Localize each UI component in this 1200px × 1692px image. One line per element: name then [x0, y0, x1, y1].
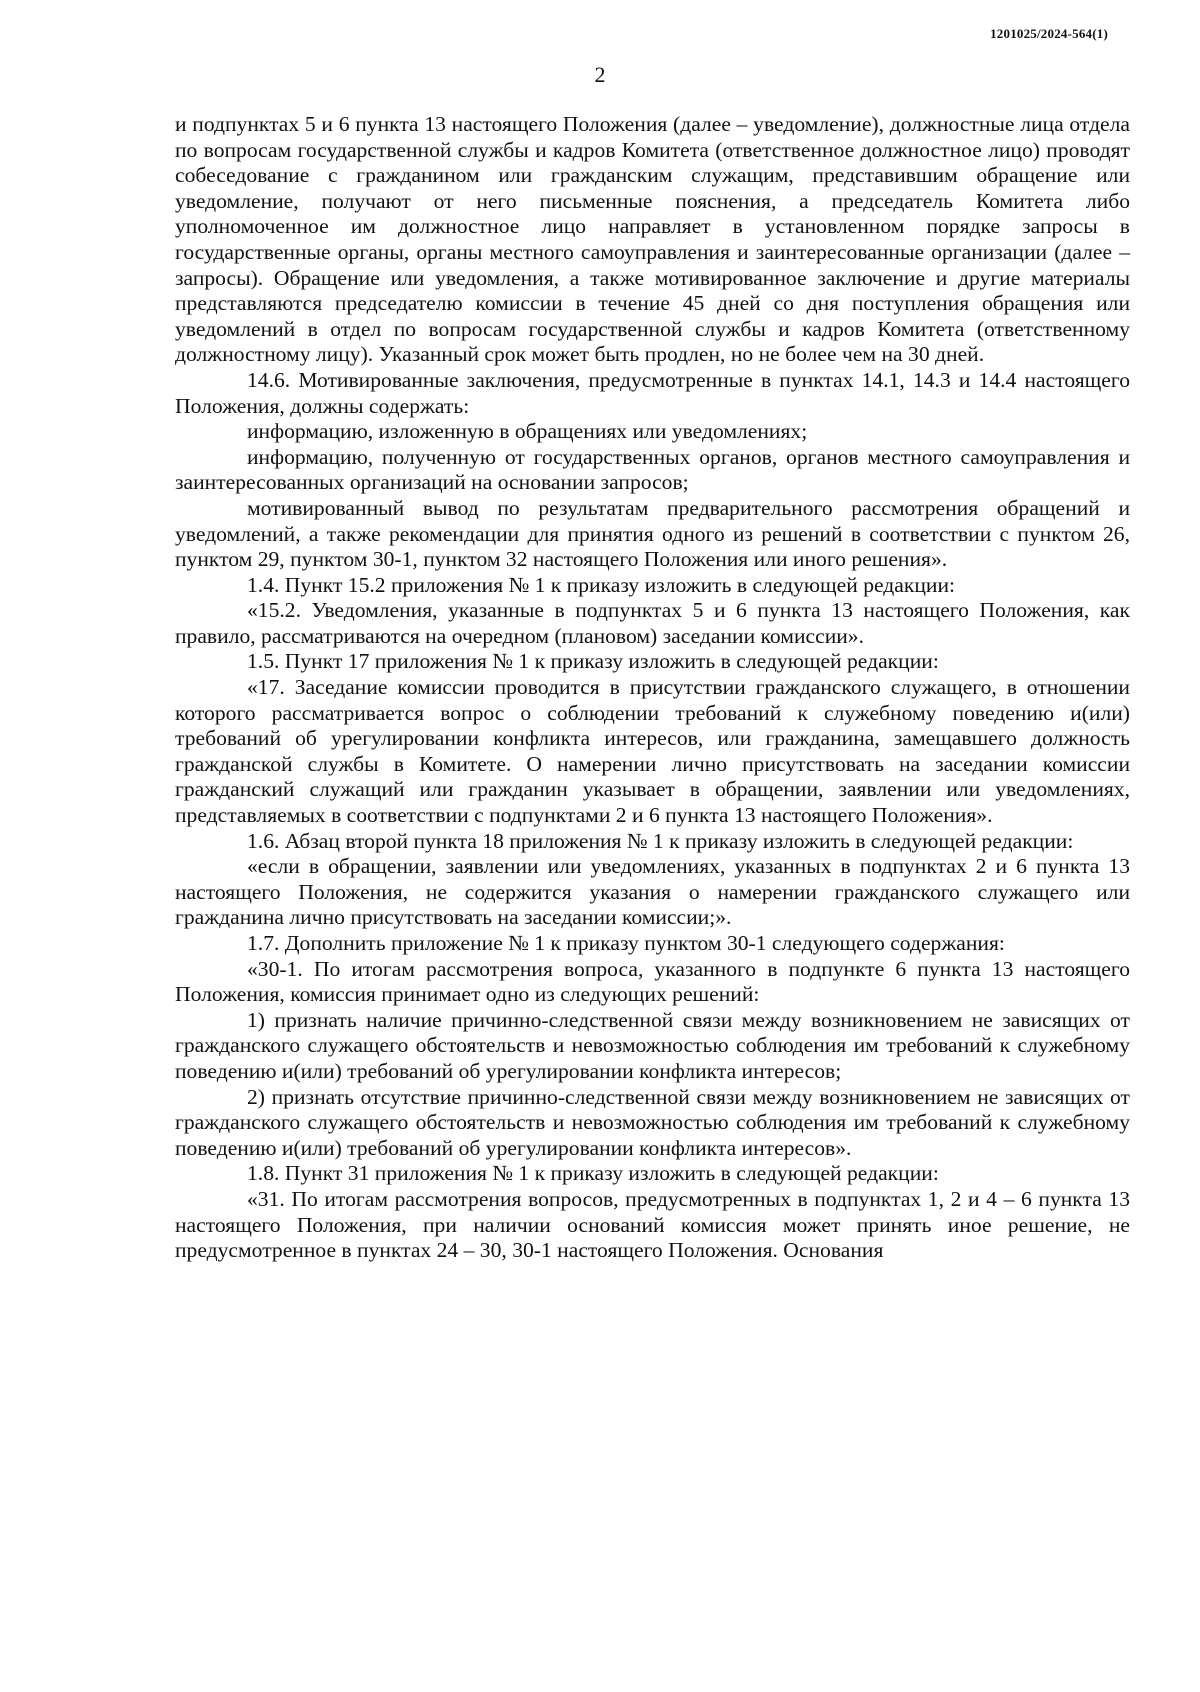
document-body — [175, 112, 1130, 1264]
paragraph: и подпунктах 5 и 6 пункта 13 настоящего Положения (далее – уведомление), должностные лица отдела по вопросам государственной службы и кадров Комитета (ответственное должностное лицо) проводят собеседование с гражданином или гражданским служащим, представившим обращение или уведомление, получают от него письменные пояснения, а председатель Комитета либо уполномоченное им должностное лицо направляет в установленном порядке запросы в государственные органы, органы местного самоуправления и заинтересованные организации (далее – запросы). Обращение или уведомления, а также мотивированное заключение и другие материалы представляются председателю комиссии в течение 45 дней со дня поступления обращения или уведомлений в отдел по вопросам государственной службы и кадров Комитета (ответственному должностному лицу). Указанный срок может быть продлен, но не более чем на 30 дней. — [175, 112, 1130, 367]
paragraph: «17. Заседание комиссии проводится в присутствии гражданского служащего, в отношении которого рассматривается вопрос о соблюдении требований к служебному поведению и(или) требований об урегулировании конфликта интересов, или гражданина, замещавшего должность гражданской службы в Комитете. О намерении лично присутствовать на заседании комиссии гражданский служащий или гражданин указывает в обращении, заявлении или уведомлениях, представляемых в соответствии с подпунктами 2 и 6 пункта 13 настоящего Положения». — [175, 675, 1130, 828]
paragraph: «15.2. Уведомления, указанные в подпунктах 5 и 6 пункта 13 настоящего Положения, как правило, рассматриваются на очередном (плановом) заседании комиссии». — [175, 598, 1130, 648]
paragraph: 14.6. Мотивированные заключения, предусмотренные в пунктах 14.1, 14.3 и 14.4 настоящего Положения, должны содержать: — [175, 367, 1130, 418]
paragraph: мотивированный вывод по результатам предварительного рассмотрения обращений и уведомлений, а также рекомендации для принятия одного из решений в соответствии с пунктом 26, пунктом 29, пунктом 30-1, пунктом 32 настоящего Положения или иного решения». — [175, 495, 1130, 572]
paragraph: информацию, полученную от государственных органов, органов местного самоуправления и заинтересованных организаций на основании запросов; — [175, 444, 1130, 495]
paragraph: «30-1. По итогам рассмотрения вопроса, указанного в подпункте 6 пункта 13 настоящего Положения, комиссия принимает одно из следующих решений: — [175, 956, 1130, 1007]
page-number: 2 — [594, 62, 606, 87]
paragraph: 1.4. Пункт 15.2 приложения № 1 к приказу изложить в следующей редакции: — [247, 572, 956, 597]
paragraph: «31. По итогам рассмотрения вопросов, предусмотренных в подпунктах 1, 2 и 4 – 6 пункта 13 настоящего Положения, при наличии оснований комиссия может принять иное решение, не предусмотренное в пунктах 24 – 30, 30-1 настоящего Положения. Основания — [175, 1186, 1130, 1263]
paragraph: «если в обращении, заявлении или уведомлениях, указанных в подпунктах 2 и 6 пункта 13 настоящего Положения, не содержится указания о намерении гражданского служащего или гражданина лично присутствовать на заседании комиссии;». — [175, 854, 1130, 930]
paragraph: 1.5. Пункт 17 приложения № 1 к приказу изложить в следующей редакции: — [247, 649, 939, 674]
paragraph: 2) признать отсутствие причинно-следственной связи между возникновением не зависящих от гражданского служащего обстоятельств и невозможностью соблюдения им требований к служебному поведению и(или) требований об урегулировании конфликта интересов». — [175, 1084, 1130, 1160]
paragraph: 1) признать наличие причинно-следственной связи между возникновением не зависящих от гражданского служащего обстоятельств и невозможностью соблюдения им требований к служебному поведению и(или) требований об урегулировании конфликта интересов; — [175, 1007, 1130, 1083]
paragraph: 1.8. Пункт 31 приложения № 1 к приказу изложить в следующей редакции: — [247, 1161, 939, 1186]
document-id: 1201025/2024-564(1) — [990, 26, 1108, 41]
paragraph: 1.6. Абзац второй пункта 18 приложения № 1 к приказу изложить в следующей редакции: — [247, 828, 1074, 853]
paragraph: 1.7. Дополнить приложение № 1 к приказу пунктом 30-1 следующего содержания: — [247, 931, 1005, 955]
paragraph: информацию, изложенную в обращениях или уведомлениях; — [247, 419, 808, 444]
